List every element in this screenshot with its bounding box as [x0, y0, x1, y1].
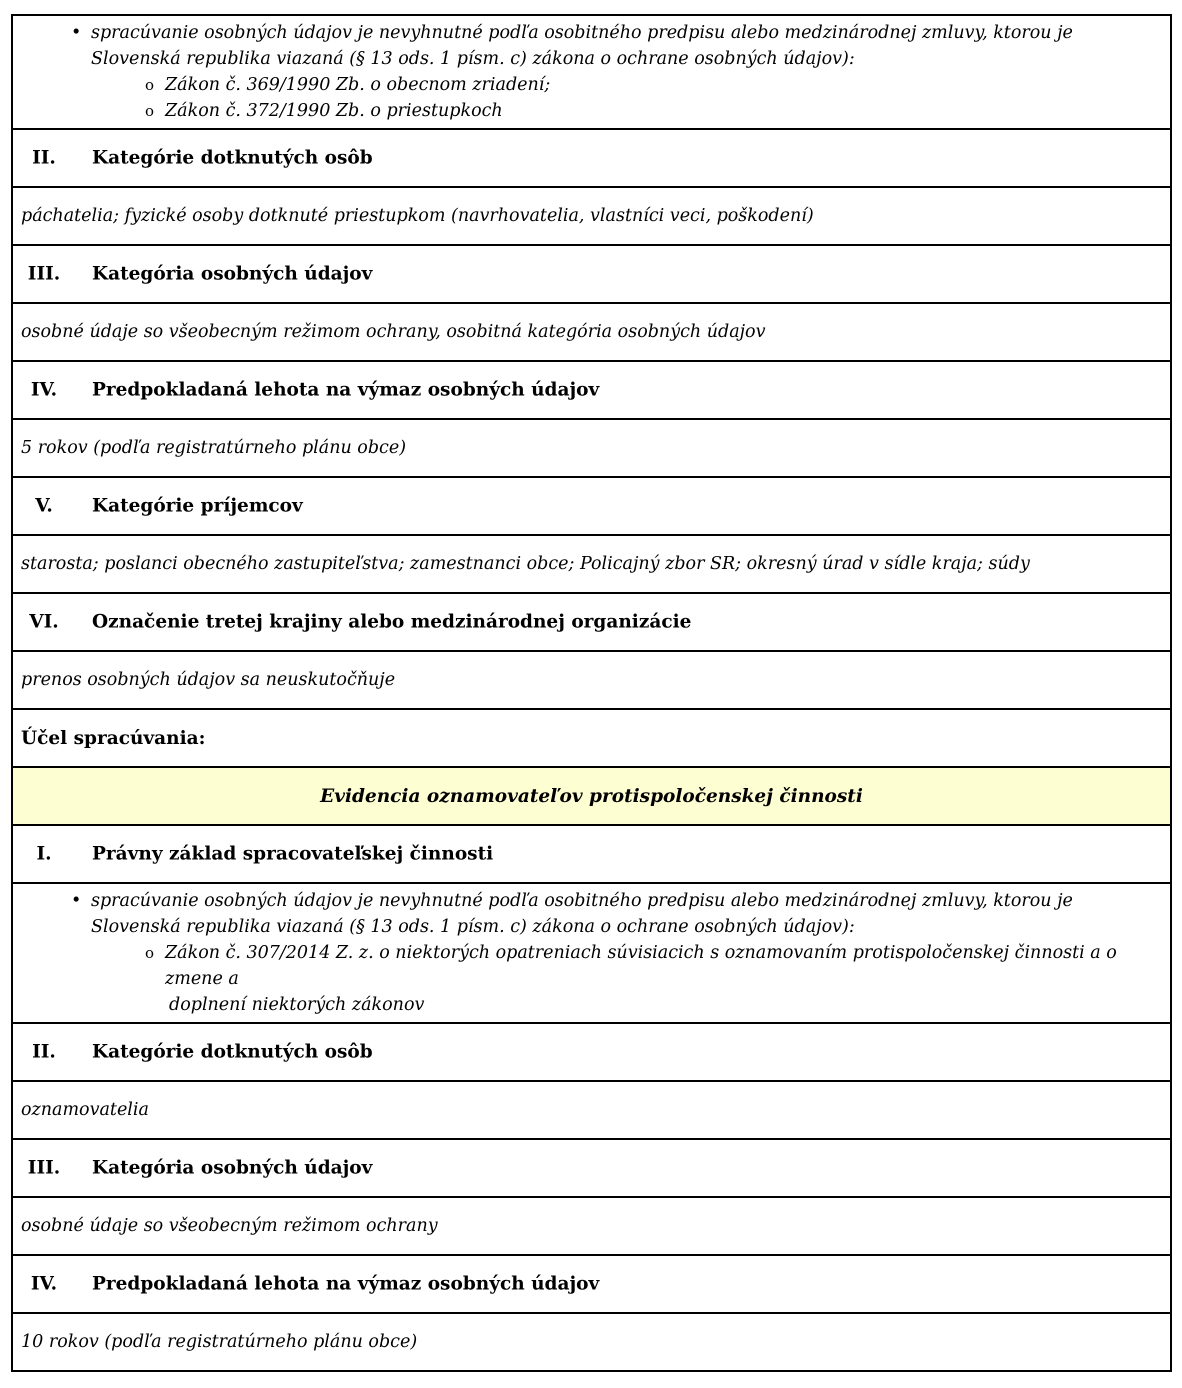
section-heading: IV. Predpokladaná lehota na výmaz osobných údajov	[12, 1255, 1171, 1313]
legal-basis-list	[12, 15, 1171, 129]
bullet-ring: o	[145, 944, 155, 962]
purpose-title: Evidencia oznamovateľov protispoločenskej činnosti	[12, 767, 1171, 825]
law-item: o Zákon č. 307/2014 Z. z. o niektorých opatreniach súvisiacich s oznamovaním protispoločenskej činnosti a o zmene a doplnení niektorých zákonov	[29, 940, 1154, 1018]
section-value: oznamovatelia	[12, 1081, 1171, 1139]
section-heading: I. Právny základ spracovateľskej činnosti	[12, 825, 1171, 883]
legal-basis-bullet: • spracúvanie osobných údajov je nevyhnutné podľa osobitného predpisu alebo medzinárodnej zmluvy, ktorou je Slovenská republika viazaná (§ 13 ods. 1 písm. c) zákona o ochrane osobných údajov):	[29, 888, 1154, 940]
section-heading: VI. Označenie tretej krajiny alebo medzinárodnej organizácie	[12, 593, 1171, 651]
bullet-ring: o	[145, 76, 155, 94]
bullet-dot: •	[71, 891, 82, 911]
section-heading: V. Kategórie príjemcov	[12, 477, 1171, 535]
section-heading: II. Kategórie dotknutých osôb	[12, 1023, 1171, 1081]
section-value: prenos osobných údajov sa neuskutočňuje	[12, 651, 1171, 709]
bullet-ring: o	[145, 102, 155, 120]
section-heading: II. Kategórie dotknutých osôb	[12, 129, 1171, 187]
section-value: osobné údaje so všeobecným režimom ochrany	[12, 1197, 1171, 1255]
section-heading: IV. Predpokladaná lehota na výmaz osobných údajov	[12, 361, 1171, 419]
section-value: 5 rokov (podľa registratúrneho plánu obce)	[12, 419, 1171, 477]
section-value: starosta; poslanci obecného zastupiteľstva; zamestnanci obce; Policajný zbor SR; okresný úrad v sídle kraja; súdy	[12, 535, 1171, 593]
legal-basis-list	[12, 883, 1171, 1023]
bullet-dot: •	[71, 23, 82, 43]
purpose-label: Účel spracúvania:	[12, 709, 1171, 767]
law-item: o Zákon č. 372/1990 Zb. o priestupkoch	[29, 98, 1154, 124]
section-heading: III. Kategória osobných údajov	[12, 245, 1171, 303]
section-value: páchatelia; fyzické osoby dotknuté priestupkom (navrhovatelia, vlastníci veci, poškodení)	[12, 187, 1171, 245]
section-value: 10 rokov (podľa registratúrneho plánu obce)	[12, 1313, 1171, 1371]
section-heading: III. Kategória osobných údajov	[12, 1139, 1171, 1197]
law-item: o Zákon č. 369/1990 Zb. o obecnom zriadení;	[29, 72, 1154, 98]
section-value: osobné údaje so všeobecným režimom ochrany, osobitná kategória osobných údajov	[12, 303, 1171, 361]
processing-register-table	[11, 14, 1172, 1372]
legal-basis-bullet: • spracúvanie osobných údajov je nevyhnutné podľa osobitného predpisu alebo medzinárodnej zmluvy, ktorou je Slovenská republika viazaná (§ 13 ods. 1 písm. c) zákona o ochrane osobných údajov):	[29, 20, 1154, 72]
